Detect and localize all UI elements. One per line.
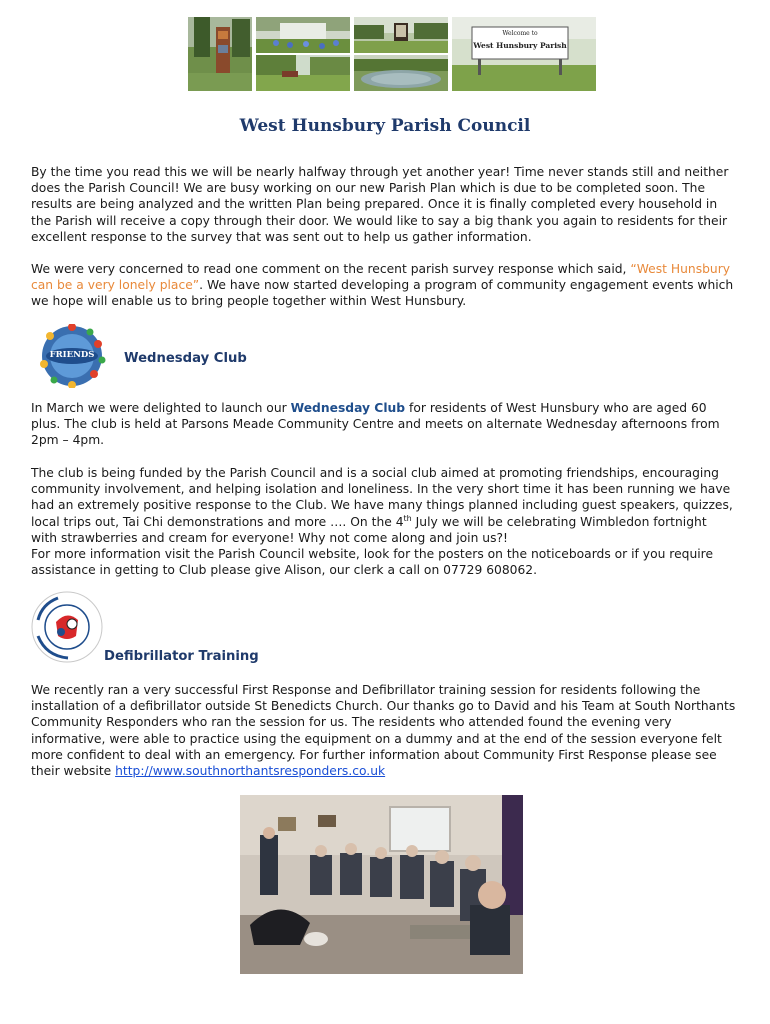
community-responders-logo	[28, 590, 106, 664]
friends-logo-text: FRIENDS	[49, 350, 95, 360]
wednesday-paragraph-2-start: The club is being funded by the Parish Council and is a social club aimed at promoting friendships, encouraging community involvement, and helping isolation and loneliness. In the very short time it has been running we have had an extremely positive response to the Club. We have many things planned including guest speakers, quizzes, local trips out, Tai Chi demonstrations and more …. On the 4	[31, 466, 733, 529]
welcome-sign-line2: West Hunsbury Parish	[473, 41, 567, 50]
defibrillator-paragraph-text: We recently ran a very successful First Response and Defibrillator training session for residents following the installation of a defibrillator outside St Benedicts Church. Our thanks go to David and his Team at South Northants Community Responders who ran the session for us. The residents who attended found the evening very informative, were able to practice using the equipment on a dummy and at the end of the session everyone felt more confident to deal with an emergency. For further information about Community First Response please see their website	[31, 683, 736, 779]
banner-photo-pond	[354, 55, 448, 91]
survey-quote: “West Hunsbury can be a very lonely place”	[31, 262, 731, 293]
banner-photo-park	[256, 55, 350, 91]
wednesday-paragraph-3: For more information visit the Parish Council website, look for the posters on the noticeboards or if you require assistance in getting to Club please give Alison, our clerk a call on 07729 608062.	[31, 547, 714, 578]
wednesday-club-inline-name: Wednesday Club	[290, 401, 406, 415]
welcome-sign-line1: Welcome to	[502, 30, 538, 37]
training-session-photo	[240, 795, 523, 974]
responders-website-link[interactable]: http://www.southnorthantsresponders.co.uk	[115, 764, 386, 779]
banner-photo-flowers	[256, 17, 350, 53]
banner-photo-noticeboard	[354, 17, 448, 53]
defibrillator-training-heading: Defibrillator Training	[104, 649, 259, 664]
wednesday-paragraph-1	[31, 400, 736, 449]
header-photo-banner	[188, 17, 596, 91]
intro-paragraph-2	[31, 261, 736, 310]
wednesday-club-heading: Wednesday Club	[124, 351, 247, 366]
wednesday-paragraph-1-start: In March we were delighted to launch our	[31, 401, 291, 415]
wednesday-paragraph-2	[31, 465, 736, 546]
intro-paragraph-1: By the time you read this we will be nearly halfway through yet another year! Time never stands still and neither does the Parish Council! We are busy working on our new Parish Plan which is due to be completed soon. The results are being analyzed and the written Plan being prepared. Once it is finally completed every household in the Parish will receive a copy through their door. We would like to say a big thank you again to residents for their excellent response to the survey that was sent out to help us gather information.	[31, 165, 729, 244]
intro-paragraph-2-end: . We have now started developing a program of community engagement events which we hope will enable us to bring people together within West Hunsbury.	[31, 278, 734, 309]
banner-photo-welcome-sign	[452, 17, 596, 91]
defibrillator-paragraph	[31, 682, 736, 779]
ordinal-suffix: th	[403, 513, 412, 523]
wednesday-paragraph-1-end: for residents of West Hunsbury who are aged 60 plus. The club is held at Parsons Meade Community Centre and meets on alternate Wednesday afternoons from 2pm – 4pm.	[31, 401, 720, 448]
intro-paragraph-2-start: We were very concerned to read one comment on the recent parish survey response which said,	[31, 262, 631, 276]
page-title: West Hunsbury Parish Council	[239, 116, 531, 136]
banner-photo-totem	[188, 17, 252, 91]
wednesday-paragraph-2-end: July we will be celebrating Wimbledon fortnight with strawberries and cream for everyone! Why not come along and join us?!	[31, 514, 707, 545]
friends-club-logo	[36, 324, 108, 388]
